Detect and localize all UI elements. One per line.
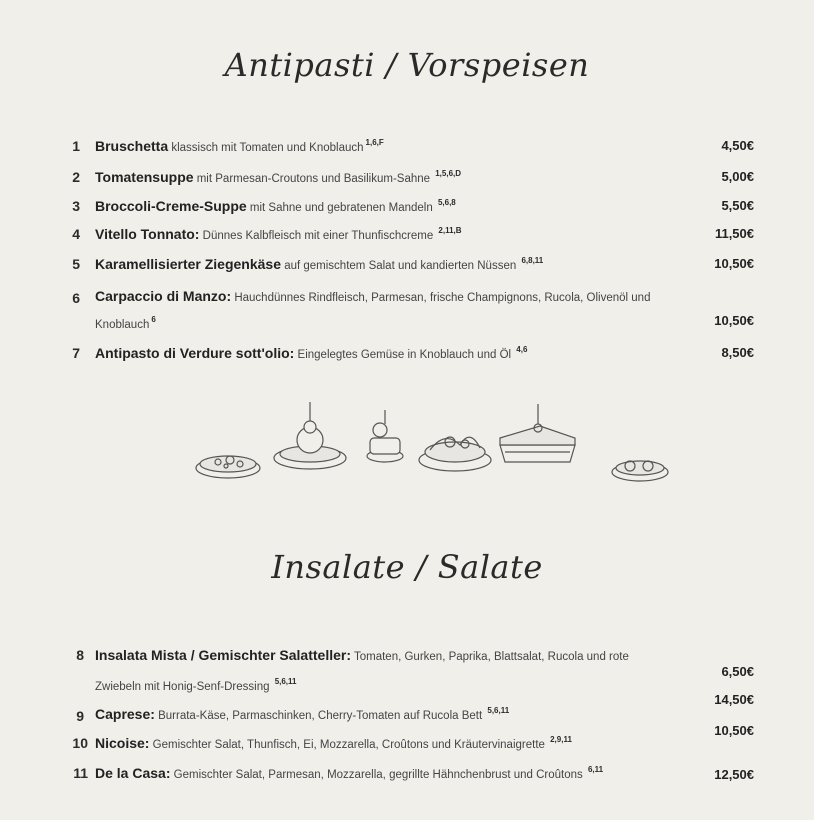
allergen-codes: 4,6 — [516, 345, 528, 354]
item-name: Insalata Mista / Gemischter Salatteller: — [95, 647, 351, 663]
allergen-codes: 6,11 — [587, 765, 604, 774]
allergen-codes: 6,8,11 — [521, 256, 544, 265]
item-price: 5,50€ — [721, 198, 754, 213]
item-name: De la Casa: — [95, 765, 171, 781]
antipasti-illustration — [0, 390, 814, 500]
item-name: Carpaccio di Manzo: — [95, 288, 232, 304]
allergen-codes: 5,6,11 — [274, 677, 297, 686]
allergen-codes: 2,9,11 — [550, 735, 572, 744]
item-description: Tomaten, Gurken, Paprika, Blattsalat, Rucola und rote — [351, 651, 629, 663]
item-price: 5,00€ — [721, 169, 754, 184]
item-name: Caprese: — [95, 706, 155, 722]
item-name: Nicoise: — [95, 735, 150, 751]
item-number: 1 — [72, 138, 80, 154]
section-title-antipasti: Antipasti / Vorspeisen — [224, 46, 590, 84]
allergen-codes: 5,6,8 — [437, 198, 456, 207]
item-description: klassisch mit Tomaten und Knoblauch — [168, 142, 364, 154]
item-price: 8,50€ — [721, 345, 754, 360]
item-number: 9 — [76, 708, 84, 724]
item-name: Vitello Tonnato: — [95, 226, 200, 242]
item-description: Hauchdünnes Rindfleisch, Parmesan, frische Champignons, Rucola, Olivenöl und — [231, 292, 651, 304]
item-number: 8 — [76, 647, 84, 663]
item-price: 10,50€ — [714, 256, 754, 271]
allergen-codes: 1,5,6,D — [435, 169, 462, 178]
item-price: 10,50€ — [714, 723, 754, 738]
item-number: 10 — [72, 735, 88, 751]
item-number: 6 — [72, 290, 80, 306]
item-name: Karamellisierter Ziegenkäse — [95, 256, 281, 272]
item-price-large: 14,50€ — [714, 692, 754, 707]
item-description: Dünnes Kalbfleisch mit einer Thunfischcreme — [199, 230, 437, 242]
item-description-continued: Knoblauch — [95, 319, 150, 331]
allergen-codes: 1,6,F — [365, 138, 384, 147]
allergen-codes: 5,6,11 — [487, 706, 510, 715]
item-price-small: 6,50€ — [721, 664, 754, 679]
item-name: Antipasto di Verdure sott'olio: — [95, 345, 295, 361]
item-number: 4 — [72, 226, 80, 242]
item-description-continued: Zwiebeln mit Honig-Senf-Dressing — [95, 681, 273, 693]
item-name: Tomatensuppe — [95, 169, 194, 185]
item-price: 4,50€ — [721, 138, 754, 153]
item-number: 2 — [72, 169, 80, 185]
item-name: Broccoli-Creme-Suppe — [95, 198, 247, 214]
item-number: 11 — [73, 765, 88, 781]
item-description: auf gemischtem Salat und kandierten Nüssen — [281, 260, 520, 272]
allergen-codes: 2,11,B — [438, 226, 462, 235]
item-number: 3 — [72, 198, 80, 214]
section-title-insalate: Insalate / Salate — [271, 548, 543, 586]
item-price: 10,50€ — [714, 313, 754, 328]
allergen-codes: 6 — [151, 315, 156, 324]
item-price: 11,50€ — [714, 226, 754, 241]
item-name: Bruschetta — [95, 138, 169, 154]
item-description: Gemischter Salat, Thunfisch, Ei, Mozzarella, Croûtons und Kräutervinaigrette — [149, 739, 549, 751]
item-description: Eingelegtes Gemüse in Knoblauch und Öl — [294, 349, 515, 361]
item-description: mit Parmesan-Croutons und Basilikum-Sahne — [193, 173, 434, 185]
item-price: 12,50€ — [714, 767, 754, 782]
item-number: 5 — [72, 256, 80, 272]
item-description: Burrata-Käse, Parmaschinken, Cherry-Tomaten auf Rucola Bett — [154, 710, 486, 722]
item-number: 7 — [72, 345, 80, 361]
item-description: Gemischter Salat, Parmesan, Mozzarella, gegrillte Hähnchenbrust und Croûtons — [170, 769, 586, 781]
item-description: mit Sahne und gebratenen Mandeln — [246, 202, 436, 214]
